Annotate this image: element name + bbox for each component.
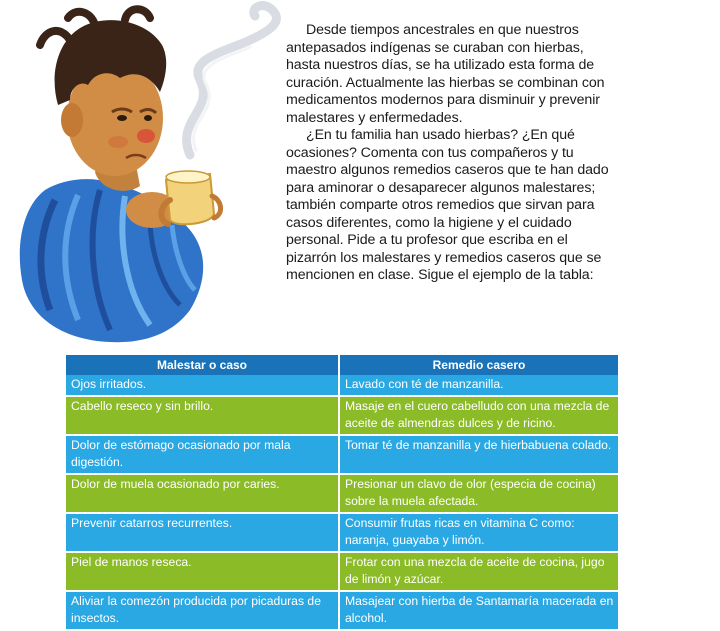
intro-paragraph-1: Desde tiempos ancestrales en que nuestros antepasados indígenas se curaban con hierbas, hasta nuestros días, se ha utilizado esta forma de curación. Actualmente las hierbas se combinan con medicamentos modernos para disminuir y prevenir malestares y enfermedades. — [286, 22, 605, 126]
remedy-cell: Presionar un clavo de olor (especia de cocina) sobre la muela afectada. — [339, 474, 618, 513]
remedies-table — [66, 355, 618, 631]
header-malestar: Malestar o caso — [66, 355, 339, 375]
case-cell: Cabello reseco y sin brillo. — [66, 396, 339, 435]
case-cell: Aliviar la comezón producida por picaduras de insectos. — [66, 591, 339, 630]
table-row — [66, 591, 618, 630]
table-header-row — [66, 355, 618, 375]
case-cell: Dolor de muela ocasionado por caries. — [66, 474, 339, 513]
case-cell: Ojos irritados. — [66, 375, 339, 396]
case-cell: Prevenir catarros recurrentes. — [66, 513, 339, 552]
remedy-cell: Tomar té de manzanilla y de hierbabuena colado. — [339, 435, 618, 474]
sick-boy-illustration — [0, 0, 290, 345]
remedy-cell: Consumir frutas ricas en vitamina C como: naranja, guayaba y limón. — [339, 513, 618, 552]
table-row — [66, 375, 618, 396]
remedy-cell: Lavado con té de manzanilla. — [339, 375, 618, 396]
table-row — [66, 474, 618, 513]
table-row — [66, 552, 618, 591]
remedy-cell: Frotar con una mezcla de aceite de cocina, jugo de limón y azúcar. — [339, 552, 618, 591]
table-row — [66, 513, 618, 552]
case-cell: Dolor de estómago ocasionado por mala digestión. — [66, 435, 339, 474]
steam-swirl — [187, 6, 277, 155]
intro-text — [286, 22, 620, 285]
header-remedio: Remedio casero — [339, 355, 618, 375]
case-cell: Piel de manos reseca. — [66, 552, 339, 591]
table-row — [66, 435, 618, 474]
remedy-cell: Masajear con hierba de Santamaría macerada en alcohol. — [339, 591, 618, 630]
intro-paragraph-2: ¿En tu familia han usado hierbas? ¿En qué ocasiones? Comenta con tus compañeros y tu maestro algunos remedios caseros que te han dado para aminorar o desaparecer algunos malestares; también comparte otros remedios que sirvan para casos diferentes, como la higiene y el cuidado personal. Pide a tu profesor que escriba en el pizarrón los malestares y remedios caseros que se mencionen en clase. Sigue el ejemplo de la tabla: — [286, 127, 609, 283]
table-row — [66, 396, 618, 435]
remedy-cell: Masaje en el cuero cabelludo con una mezcla de aceite de almendras dulces y de ricino. — [339, 396, 618, 435]
